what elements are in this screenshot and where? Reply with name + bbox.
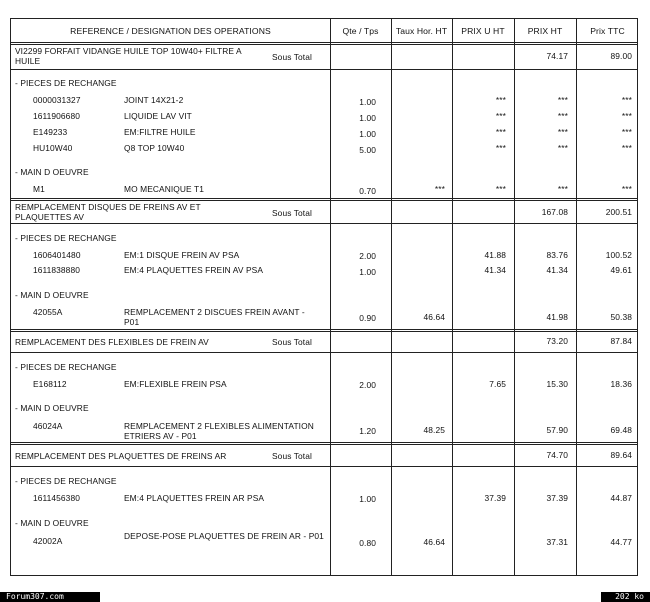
op4-pht: 74.70 [546,450,568,460]
op1-sous-total: Sous Total [272,52,312,62]
part-ref: E149233 [33,127,68,137]
header-rule [11,42,637,45]
op4-main-label: - MAIN D OEUVRE [15,518,89,528]
part-designation: EM:FILTRE HUILE [124,127,196,137]
labor-designation: REMPLACEMENT 2 FLEXIBLES ALIMENTATION ETRIERS AV - P01 [124,421,314,441]
op4-title: REMPLACEMENT DES PLAQUETTES DE FREINS AR [15,451,227,461]
part-ref: 1611906680 [33,111,80,121]
part-qte: 1.00 [359,129,376,139]
part-pttc: *** [621,95,632,105]
part-qte: 1.00 [359,97,376,107]
op2-sous-total: Sous Total [272,208,312,218]
labor-taux: *** [434,184,445,194]
op1-main-label: - MAIN D OEUVRE [15,167,89,177]
row-rule [11,466,637,467]
header-pu: PRIX U HT [461,26,505,36]
part-pttc: *** [621,111,632,121]
part-pht: 41.34 [546,265,568,275]
labor-designation: MO MECANIQUE T1 [124,184,204,194]
part-pu: 41.88 [484,250,506,260]
part-ref: 1611838880 [33,265,80,275]
header-qte: Qte / Tps [342,26,379,36]
row-rule [11,329,637,332]
part-ref: 1611456380 [33,493,80,503]
footer-site-label: Forum307.com [0,592,100,602]
part-pht: 37.39 [546,493,568,503]
part-ref: 0000031327 [33,95,81,105]
labor-pu: *** [495,184,506,194]
labor-ref: 46024A [33,421,63,431]
header-taux: Taux Hor. HT [395,26,448,36]
part-pu: *** [495,143,506,153]
labor-pht: 41.98 [546,312,568,322]
labor-taux: 48.25 [423,425,445,435]
labor-pht: 57.90 [546,425,568,435]
part-pttc: 49.61 [610,265,632,275]
labor-pttc: *** [621,184,632,194]
op1-pieces-label: - PIECES DE RECHANGE [15,78,117,88]
invoice-table [10,18,638,576]
row-rule [11,223,637,224]
labor-qte: 0.90 [359,313,376,323]
part-designation: EM:FLEXIBLE FREIN PSA [124,379,227,389]
op3-title: REMPLACEMENT DES FLEXIBLES DE FREIN AV [15,337,209,347]
op3-pht: 73.20 [546,336,568,346]
row-rule [11,352,637,353]
part-designation: Q8 TOP 10W40 [124,143,185,153]
part-pttc: *** [621,143,632,153]
labor-pht: 37.31 [546,537,568,547]
part-designation: EM:1 DISQUE FREIN AV PSA [124,250,240,260]
part-qte: 2.00 [359,251,376,261]
row-rule [11,442,637,445]
part-pht: 83.76 [546,250,568,260]
op2-title: REMPLACEMENT DISQUES DE FREINS AV ET PLAQUETTES AV [15,202,201,222]
part-pu: *** [495,95,506,105]
part-qte: 5.00 [359,145,376,155]
part-pht: 15.30 [546,379,568,389]
row-rule [11,198,637,201]
op4-pieces-label: - PIECES DE RECHANGE [15,476,117,486]
op3-pttc: 87.84 [610,336,632,346]
op2-pht: 167.08 [541,207,568,217]
part-pht: *** [557,143,568,153]
labor-qte: 1.20 [359,426,376,436]
labor-taux: 46.64 [423,312,445,322]
part-qte: 2.00 [359,380,376,390]
part-pttc: *** [621,127,632,137]
op2-main-label: - MAIN D OEUVRE [15,290,89,300]
header-pttc: Prix TTC [590,26,625,36]
labor-ref: 42002A [33,536,63,546]
footer-size-label: 202 ko [601,592,650,602]
op2-pieces-label: - PIECES DE RECHANGE [15,233,117,243]
part-qte: 1.00 [359,494,376,504]
labor-taux: 46.64 [423,537,445,547]
part-pttc: 100.52 [605,250,632,260]
part-pu: *** [495,127,506,137]
part-ref: E168112 [33,379,67,389]
part-qte: 1.00 [359,267,376,277]
op4-sous-total: Sous Total [272,451,312,461]
labor-designation: DEPOSE-POSE PLAQUETTES DE FREIN AR - P01 [124,531,324,541]
op3-pieces-label: - PIECES DE RECHANGE [15,362,117,372]
op4-pttc: 89.64 [610,450,632,460]
header-ref: REFERENCE / DESIGNATION DES OPERATIONS [70,26,271,36]
labor-ref: M1 [33,184,45,194]
part-pu: 41.34 [484,265,506,275]
labor-designation: REMPLACEMENT 2 DISCUES FREIN AVANT - P01 [124,307,305,327]
op1-pht: 74.17 [546,51,568,61]
op2-pttc: 200.51 [605,207,632,217]
part-ref: 1606401480 [33,250,81,260]
labor-pttc: 69.48 [610,425,632,435]
part-pu: 7.65 [489,379,506,389]
part-pttc: 18.36 [610,379,632,389]
header-pht: PRIX HT [527,26,563,36]
part-qte: 1.00 [359,113,376,123]
part-designation: LIQUIDE LAV VIT [124,111,192,121]
row-rule [11,69,637,70]
part-designation: EM:4 PLAQUETTES FREIN AR PSA [124,493,265,503]
part-pht: *** [557,95,568,105]
part-designation: JOINT 14X21-2 [124,95,184,105]
part-pht: *** [557,127,568,137]
part-pu: 37.39 [484,493,506,503]
part-pttc: 44.87 [610,493,632,503]
labor-ref: 42055A [33,307,63,317]
op1-title: VI2299 FORFAIT VIDANGE HUILE TOP 10W40+ FILTRE A HUILE [15,46,242,66]
labor-pttc: 44.77 [610,537,632,547]
labor-pttc: 50.38 [610,312,632,322]
col-rule [391,19,392,575]
labor-qte: 0.70 [359,186,376,196]
part-designation: EM:4 PLAQUETTES FREIN AV PSA [124,265,264,275]
part-pu: *** [495,111,506,121]
labor-qte: 0.80 [359,538,376,548]
part-ref: HU10W40 [33,143,73,153]
labor-pht: *** [557,184,568,194]
op3-sous-total: Sous Total [272,337,312,347]
op3-main-label: - MAIN D OEUVRE [15,403,89,413]
op1-pttc: 89.00 [610,51,632,61]
part-pht: *** [557,111,568,121]
